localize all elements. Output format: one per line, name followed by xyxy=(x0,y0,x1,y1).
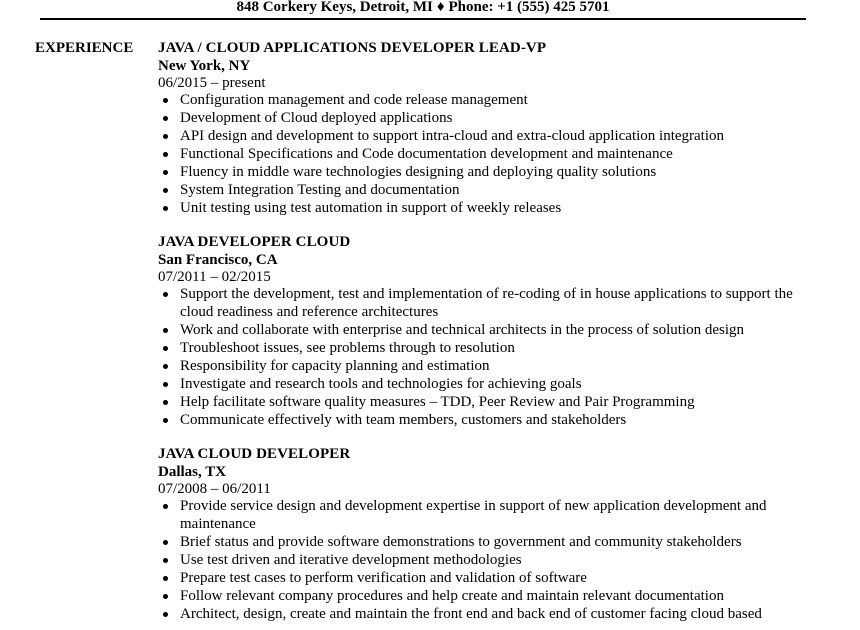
bullet-text: Fluency in middle ware technologies designing and deploying quality solutions xyxy=(180,164,657,180)
bullet-item xyxy=(158,605,808,623)
contact-phone: Phone: +1 (555) 425 5701 xyxy=(448,0,610,15)
job-title: JAVA DEVELOPER CLOUD xyxy=(158,234,351,250)
job-dates: 06/2015 – present xyxy=(158,75,266,91)
bullet-dot-icon xyxy=(163,328,168,333)
bullet-dot-icon xyxy=(163,364,168,369)
bullet-item xyxy=(158,199,808,217)
bullet-item xyxy=(158,497,808,533)
bullet-item xyxy=(158,285,808,321)
bullet-text: System Integration Testing and documentation xyxy=(180,182,460,198)
bullet-item xyxy=(158,375,808,393)
bullet-dot-icon xyxy=(163,346,168,351)
job-entry xyxy=(158,233,808,429)
job-location: New York, NY xyxy=(158,58,251,74)
bullet-item xyxy=(158,145,808,163)
bullet-item xyxy=(158,163,808,181)
bullet-dot-icon xyxy=(163,98,168,103)
bullet-text: Development of Cloud deployed applications xyxy=(180,110,453,126)
bullet-text: Prepare test cases to perform verification and validation of software xyxy=(180,570,587,586)
bullet-dot-icon xyxy=(163,188,168,193)
job-location: San Francisco, CA xyxy=(158,252,278,268)
bullet-dot-icon xyxy=(163,116,168,121)
job-location: Dallas, TX xyxy=(158,464,227,480)
bullet-item xyxy=(158,91,808,109)
header-divider xyxy=(40,18,806,20)
job-dates: 07/2008 – 06/2011 xyxy=(158,481,271,497)
bullet-text: Functional Specifications and Code documentation development and maintenance xyxy=(180,146,673,162)
bullet-dot-icon xyxy=(163,418,168,423)
contact-line xyxy=(40,0,806,15)
bullet-item xyxy=(158,109,808,127)
bullet-text: Configuration management and code release management xyxy=(180,92,528,108)
bullet-dot-icon xyxy=(163,576,168,581)
bullet-item xyxy=(158,411,808,429)
diamond-separator-icon: ♦ xyxy=(436,0,445,15)
bullet-item xyxy=(158,569,808,587)
bullet-text: Support the development, test and implementation of re-coding of in house applications to support the cloud readiness and reference architectures xyxy=(180,286,793,320)
bullet-text: Investigate and research tools and technologies for achieving goals xyxy=(180,376,582,392)
contact-address: 848 Corkery Keys, Detroit, MI xyxy=(236,0,433,15)
job-entry xyxy=(158,445,808,623)
section-label-experience: EXPERIENCE xyxy=(35,40,134,56)
bullet-dot-icon xyxy=(163,134,168,139)
bullet-item xyxy=(158,127,808,145)
bullet-text: Follow relevant company procedures and help create and maintain relevant documentation xyxy=(180,588,724,604)
bullet-dot-icon xyxy=(163,382,168,387)
bullet-dot-icon xyxy=(163,170,168,175)
bullet-dot-icon xyxy=(163,400,168,405)
job-bullets xyxy=(158,91,808,217)
bullet-text: Responsibility for capacity planning and estimation xyxy=(180,358,490,374)
job-dates: 07/2011 – 02/2015 xyxy=(158,269,271,285)
bullet-item xyxy=(158,321,808,339)
job-title: JAVA CLOUD DEVELOPER xyxy=(158,446,351,462)
bullet-text: Work and collaborate with enterprise and technical architects in the process of solution design xyxy=(180,322,745,338)
bullet-item xyxy=(158,339,808,357)
job-entry xyxy=(158,39,808,217)
bullet-item xyxy=(158,587,808,605)
bullet-text: Help facilitate software quality measures – TDD, Peer Review and Pair Programming xyxy=(180,394,695,410)
bullet-text: Provide service design and development expertise in support of new application development and maintenance xyxy=(180,498,767,532)
bullet-item xyxy=(158,393,808,411)
job-title: JAVA / CLOUD APPLICATIONS DEVELOPER LEAD-VP xyxy=(158,40,547,56)
bullet-item xyxy=(158,357,808,375)
bullet-text: Troubleshoot issues, see problems through to resolution xyxy=(180,340,515,356)
bullet-dot-icon xyxy=(163,206,168,211)
bullet-dot-icon xyxy=(163,558,168,563)
bullet-text: Unit testing using test automation in support of weekly releases xyxy=(180,200,562,216)
job-bullets xyxy=(158,285,808,429)
bullet-dot-icon xyxy=(163,504,168,509)
bullet-dot-icon xyxy=(163,152,168,157)
bullet-text: API design and development to support intra-cloud and extra-cloud application integration xyxy=(180,128,725,144)
job-bullets xyxy=(158,497,808,623)
bullet-dot-icon xyxy=(163,612,168,617)
bullet-item xyxy=(158,533,808,551)
bullet-dot-icon xyxy=(163,594,168,599)
bullet-item xyxy=(158,551,808,569)
bullet-item xyxy=(158,181,808,199)
bullet-dot-icon xyxy=(163,540,168,545)
bullet-text: Brief status and provide software demonstrations to government and community stakeholders xyxy=(180,534,742,550)
bullet-text: Use test driven and iterative development methodologies xyxy=(180,552,522,568)
experience-list xyxy=(158,39,808,630)
bullet-dot-icon xyxy=(163,292,168,297)
bullet-text: Architect, design, create and maintain the front end and back end of customer facing cloud based xyxy=(180,606,762,622)
bullet-text: Communicate effectively with team members, customers and stakeholders xyxy=(180,412,627,428)
